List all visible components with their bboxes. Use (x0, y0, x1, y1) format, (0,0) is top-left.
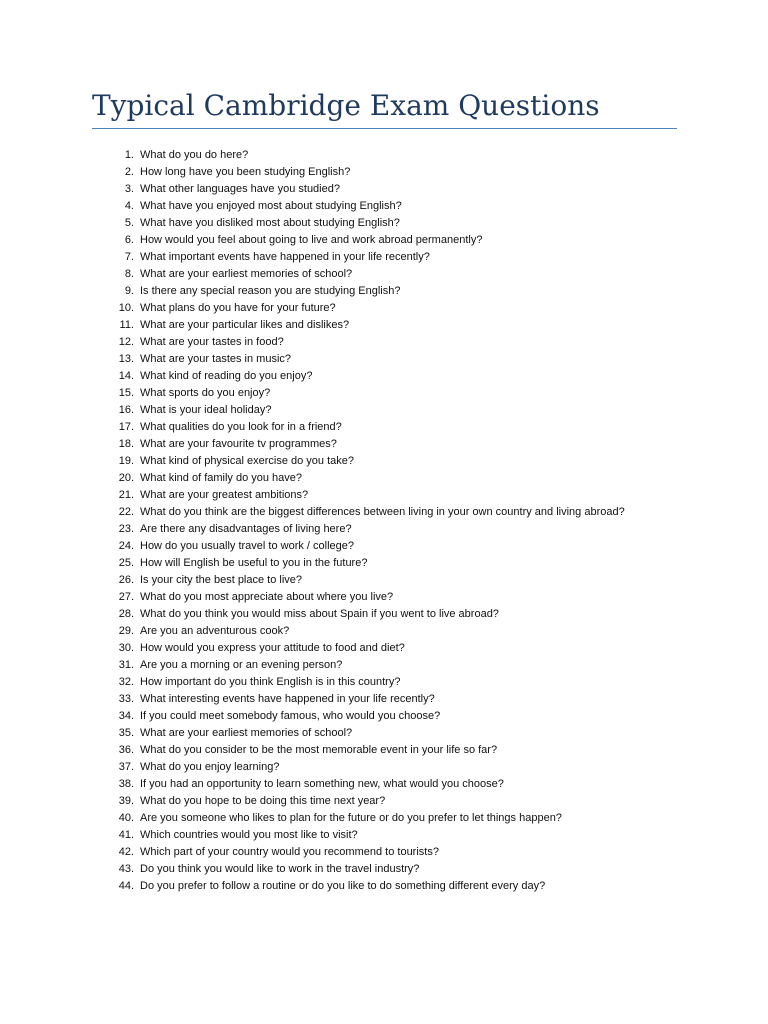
question-text: What do you consider to be the most memorable event in your life so far? (140, 744, 498, 756)
question-number: 31. (118, 659, 134, 671)
question-number: 24. (118, 540, 134, 552)
question-number: 43. (118, 863, 134, 875)
question-text: What sports do you enjoy? (140, 387, 271, 399)
question-number: 6. (124, 234, 134, 246)
question-number: 17. (118, 421, 134, 433)
question-number: 28. (118, 608, 134, 620)
title-underline-divider (92, 128, 677, 129)
question-number: 18. (118, 438, 134, 450)
question-number: 12. (118, 336, 134, 348)
question-number: 22. (118, 506, 134, 518)
question-text: What are your earliest memories of school? (140, 727, 353, 739)
question-text: What interesting events have happened in your life recently? (140, 693, 435, 705)
question-number: 25. (118, 557, 134, 569)
question-text: Are you a morning or an evening person? (140, 659, 343, 671)
question-number: 15. (118, 387, 134, 399)
question-text: What are your tastes in food? (140, 336, 284, 348)
question-number: 2. (124, 166, 134, 178)
question-text: What qualities do you look for in a friend? (140, 421, 342, 433)
question-number: 37. (118, 761, 134, 773)
question-number: 9. (124, 285, 134, 297)
question-number: 13. (118, 353, 134, 365)
question-number: 39. (118, 795, 134, 807)
question-text: How important do you think English is in this country? (140, 676, 401, 688)
question-text: What kind of reading do you enjoy? (140, 370, 313, 382)
question-number: 30. (118, 642, 134, 654)
question-text: What is your ideal holiday? (140, 404, 272, 416)
question-number: 33. (118, 693, 134, 705)
question-number: 3. (124, 183, 134, 195)
question-text: What have you enjoyed most about studying English? (140, 200, 402, 212)
question-number: 14. (118, 370, 134, 382)
question-number: 1. (124, 149, 134, 161)
question-text: What are your tastes in music? (140, 353, 292, 365)
question-text: If you had an opportunity to learn something new, what would you choose? (140, 778, 504, 790)
question-text: What do you do here? (140, 149, 249, 161)
question-number: 29. (118, 625, 134, 637)
question-number: 21. (118, 489, 134, 501)
question-text: How will English be useful to you in the future? (140, 557, 368, 569)
question-text: What have you disliked most about studying English? (140, 217, 400, 229)
question-text: How would you feel about going to live and work abroad permanently? (140, 234, 483, 246)
question-text: Is there any special reason you are studying English? (140, 285, 401, 297)
question-number: 44. (118, 880, 134, 892)
question-number: 8. (124, 268, 134, 280)
question-number: 20. (118, 472, 134, 484)
question-text: What are your particular likes and dislikes? (140, 319, 350, 331)
question-text: What other languages have you studied? (140, 183, 340, 195)
page-title: Typical Cambridge Exam Questions (92, 89, 600, 122)
question-number: 35. (118, 727, 134, 739)
question-text: What kind of physical exercise do you take? (140, 455, 355, 467)
question-text: Is your city the best place to live? (140, 574, 303, 586)
question-number: 36. (118, 744, 134, 756)
question-number: 41. (118, 829, 134, 841)
question-text: What kind of family do you have? (140, 472, 303, 484)
question-number: 42. (118, 846, 134, 858)
question-text: How long have you been studying English? (140, 166, 351, 178)
question-number: 4. (124, 200, 134, 212)
question-text: What are your earliest memories of school? (140, 268, 353, 280)
question-text: How would you express your attitude to food and diet? (140, 642, 405, 654)
question-text: Which part of your country would you recommend to tourists? (140, 846, 439, 858)
question-number: 27. (118, 591, 134, 603)
question-text: What do you most appreciate about where you live? (140, 591, 394, 603)
question-text: What plans do you have for your future? (140, 302, 336, 314)
question-text: Which countries would you most like to visit? (140, 829, 358, 841)
question-text: Do you prefer to follow a routine or do you like to do something different every day? (140, 880, 546, 892)
question-text: What important events have happened in your life recently? (140, 251, 430, 263)
question-text: What do you hope to be doing this time next year? (140, 795, 386, 807)
question-text: What do you enjoy learning? (140, 761, 280, 773)
question-text: What do you think are the biggest differences between living in your own country and living abroad? (140, 506, 625, 518)
question-text: Do you think you would like to work in the travel industry? (140, 863, 420, 875)
question-number: 7. (124, 251, 134, 263)
question-number: 23. (118, 523, 134, 535)
question-number: 19. (118, 455, 134, 467)
question-number: 40. (118, 812, 134, 824)
question-number: 11. (119, 319, 134, 331)
question-text: Are there any disadvantages of living here? (140, 523, 352, 535)
question-number: 5. (124, 217, 134, 229)
question-number: 26. (118, 574, 134, 586)
question-number: 34. (118, 710, 134, 722)
question-text: If you could meet somebody famous, who would you choose? (140, 710, 441, 722)
question-number: 16. (118, 404, 134, 416)
question-text: What are your greatest ambitions? (140, 489, 309, 501)
question-text: What are your favourite tv programmes? (140, 438, 337, 450)
question-text: Are you an adventurous cook? (140, 625, 290, 637)
question-text: What do you think you would miss about Spain if you went to live abroad? (140, 608, 499, 620)
question-number: 10. (118, 302, 134, 314)
question-number: 38. (118, 778, 134, 790)
question-number: 32. (118, 676, 134, 688)
question-text: Are you someone who likes to plan for the future or do you prefer to let things happen? (140, 812, 562, 824)
question-text: How do you usually travel to work / college? (140, 540, 354, 552)
